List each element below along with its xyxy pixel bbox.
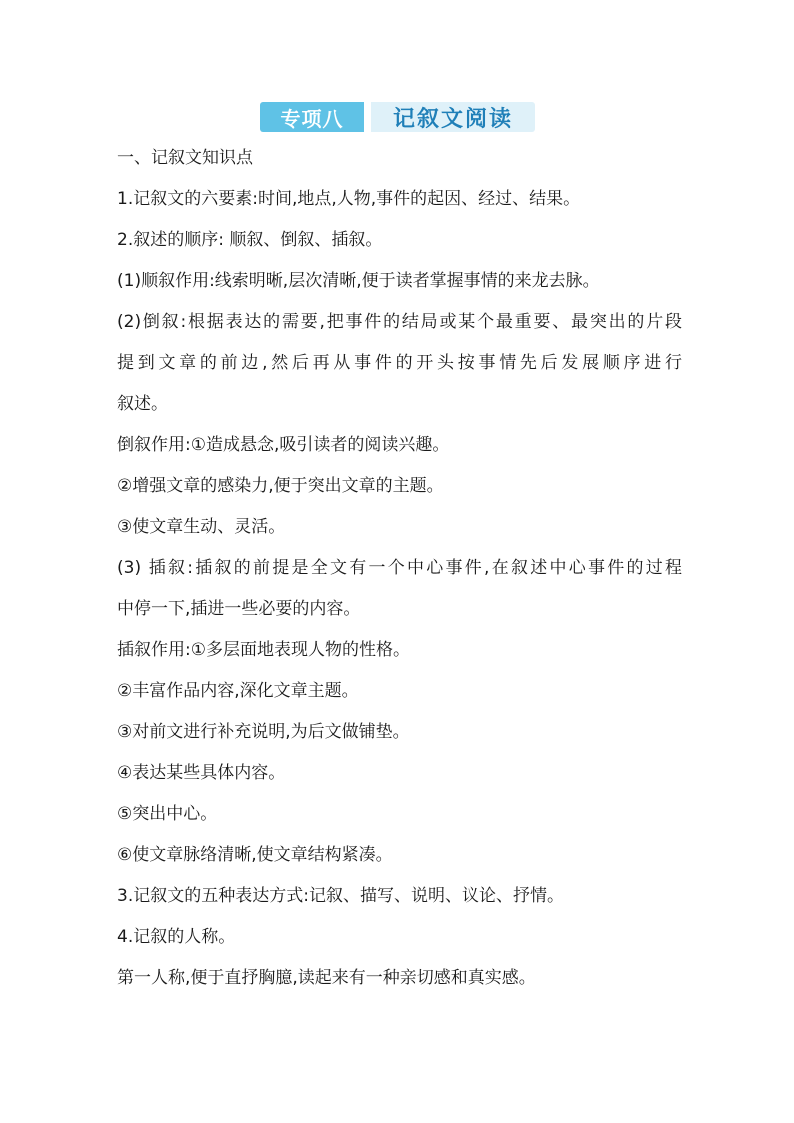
paragraph-narration-order: 2.叙述的顺序: 顺叙、倒叙、插叙。 (117, 230, 383, 250)
section-title-banner (260, 102, 535, 132)
paragraph-flashback-line2: 提到文章的前边,然后再从事件的开头按事情先后发展顺序进行 (117, 353, 682, 373)
insertion-effect-1: 插叙作用:①多层面地表现人物的性格。 (117, 640, 410, 660)
paragraph-insertion-line2: 中停一下,插进一些必要的内容。 (117, 599, 361, 619)
document-body (117, 146, 682, 1007)
insertion-effect-6: ⑥使文章脉络清晰,使文章结构紧凑。 (117, 845, 393, 865)
flashback-effect-2: ②增强文章的感染力,便于突出文章的主题。 (117, 476, 444, 496)
title-divider (364, 102, 371, 132)
paragraph-six-elements: 1.记叙文的六要素:时间,地点,人物,事件的起因、经过、结果。 (117, 189, 581, 209)
insertion-effect-5: ⑤突出中心。 (117, 804, 218, 824)
insertion-effect-2: ②丰富作品内容,深化文章主题。 (117, 681, 359, 701)
section-title: 记叙文阅读 (371, 102, 535, 132)
section-tag: 专项八 (260, 102, 364, 132)
paragraph-first-person: 第一人称,便于直抒胸臆,读起来有一种亲切感和真实感。 (117, 968, 536, 988)
paragraph-flashback-line1: (2)倒叙:根据表达的需要,把事件的结局或某个最重要、最突出的片段 (117, 312, 682, 332)
insertion-effect-3: ③对前文进行补充说明,为后文做铺垫。 (117, 722, 410, 742)
paragraph-narrative-person: 4.记叙的人称。 (117, 927, 236, 947)
insertion-effect-4: ④表达某些具体内容。 (117, 763, 286, 783)
paragraph-insertion-line1: (3) 插叙:插叙的前提是全文有一个中心事件,在叙述中心事件的过程 (117, 558, 682, 578)
flashback-effect-3: ③使文章生动、灵活。 (117, 517, 286, 537)
paragraph-flashback-line3: 叙述。 (117, 394, 168, 414)
paragraph-expression-modes: 3.记叙文的五种表达方式:记叙、描写、说明、议论、抒情。 (117, 886, 564, 906)
paragraph-chronological: (1)顺叙作用:线索明晰,层次清晰,便于读者掌握事情的来龙去脉。 (117, 271, 600, 291)
heading-knowledge-points: 一、记叙文知识点 (117, 148, 253, 168)
flashback-effect-1: 倒叙作用:①造成悬念,吸引读者的阅读兴趣。 (117, 435, 450, 455)
